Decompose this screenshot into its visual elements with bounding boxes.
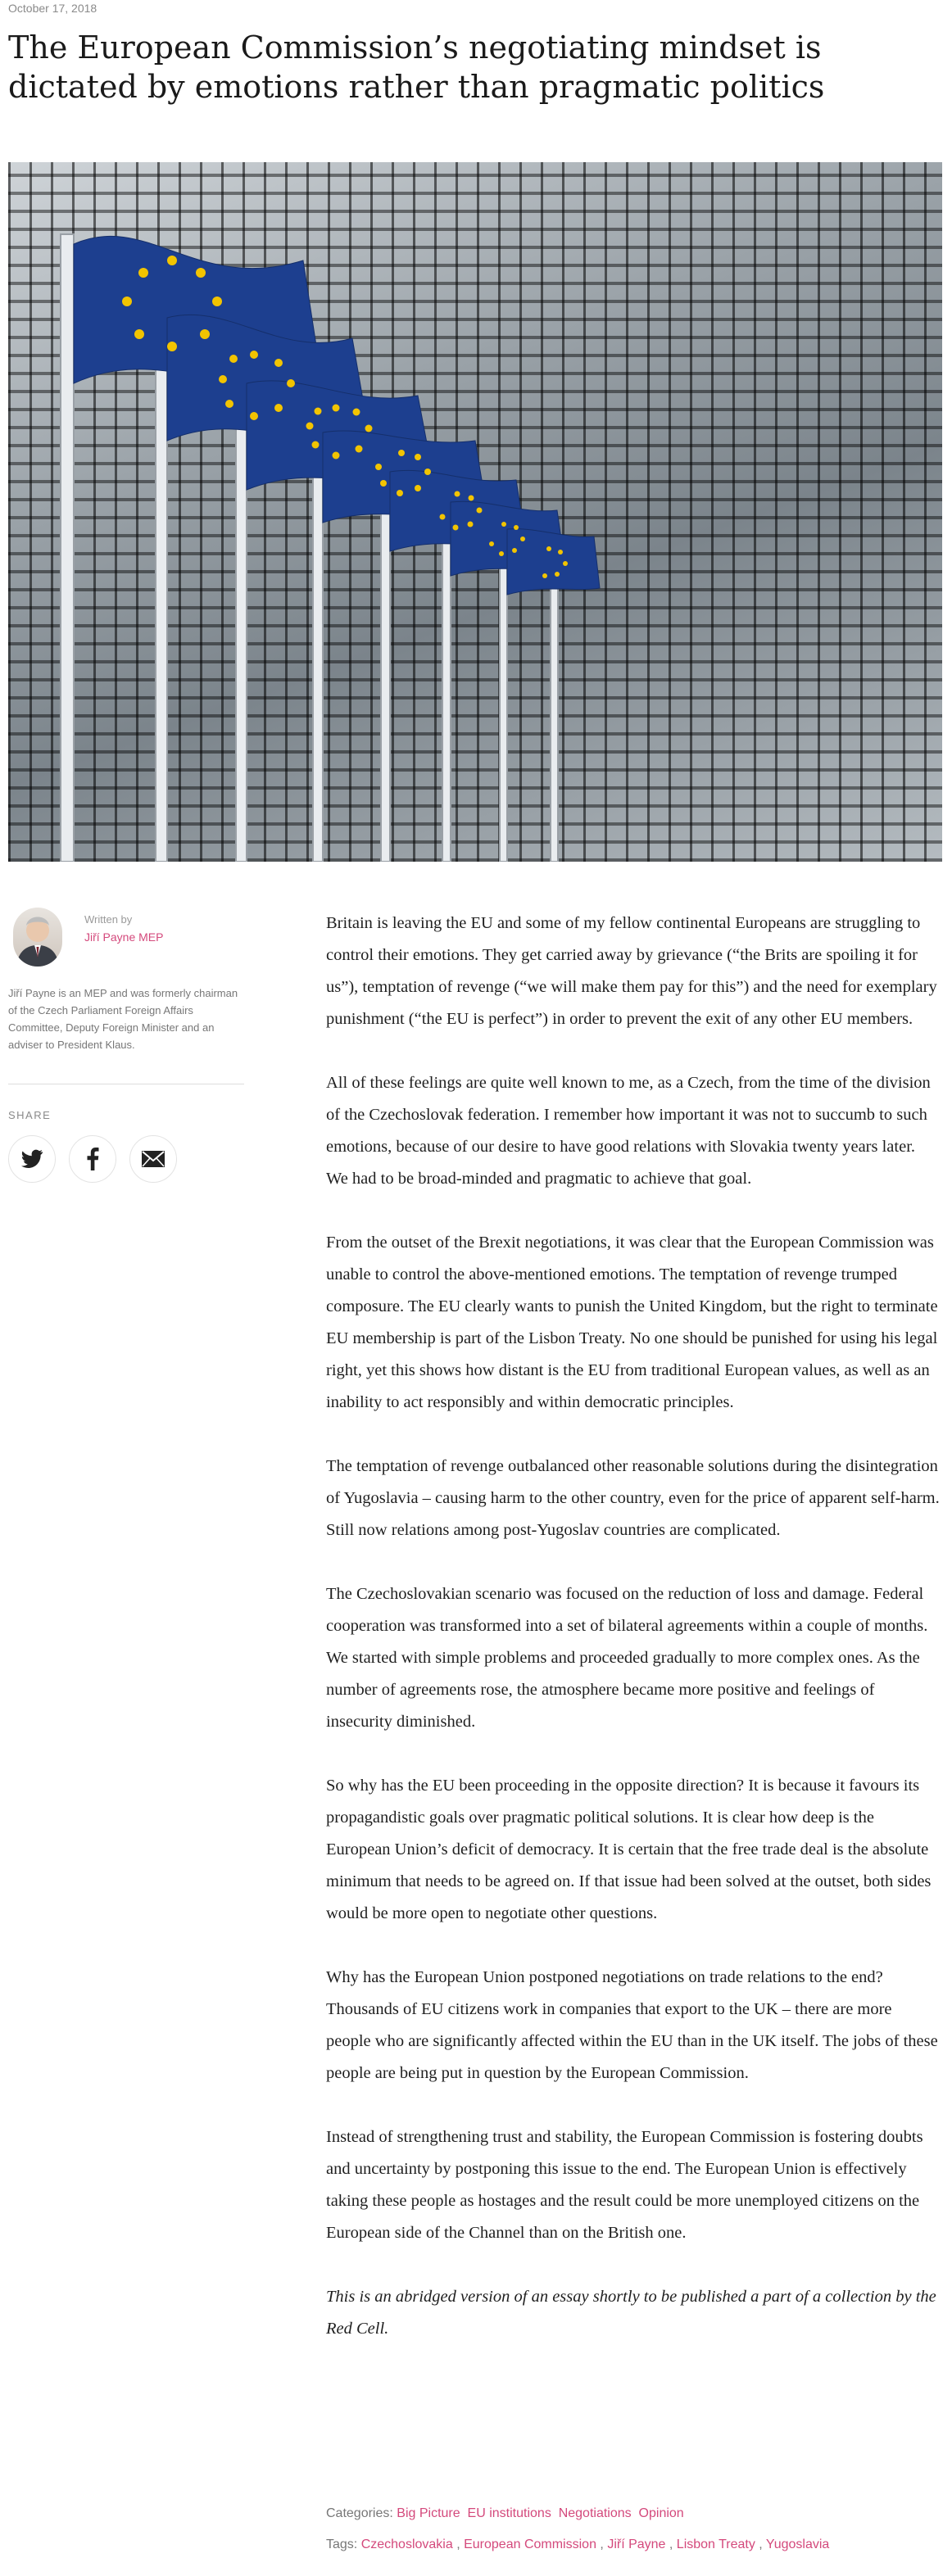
page-title: The European Commission’s negotiating mindset is dictated by emotions rather than pragmatic politics [8,29,825,105]
twitter-icon [20,1149,43,1169]
category-link[interactable]: Negotiations [558,2506,632,2520]
category-link[interactable]: Big Picture [397,2506,460,2520]
category-link[interactable]: Opinion [638,2506,684,2520]
categories-row [326,2506,949,2521]
tag-link[interactable]: Jiří Payne [607,2538,666,2551]
author-portrait-icon [13,908,62,967]
article-paragraph: Instead of strengthening trust and stability, the European Commission is fostering doubts and uncertainty by postponing this issue to the end. The European Union is effectively taking these people as hostages and the result could be more unemployed citizens on the European side of the Channel than on the British one. [326,2128,923,2242]
author-bio: Jiří Payne is an MEP and was formerly chairman of the Czech Parliament Foreign Affairs Committee, Deputy Foreign Minister and an adviser to President Klaus. [8,987,238,1051]
written-by-label: Written by [84,913,133,926]
article-body [326,908,941,2377]
author-name-link[interactable]: Jiří Payne MEP [84,930,164,944]
hero-image [8,162,942,862]
mail-icon [141,1150,165,1168]
categories-label: Categories: [326,2506,393,2520]
article-paragraph: Britain is leaving the EU and some of my fellow continental Europeans are struggling to control their emotions. They get carried away by grievance (“the Brits are spoiling it for us”), temptation of revenge (“we will make them pay for this”) and the need for exemplary punishment (“the EU is perfect”) in order to prevent the exit of any other EU members. [326,914,937,1028]
share-twitter-button[interactable] [8,1135,56,1183]
article-paragraph: So why has the EU been proceeding in the opposite direction? It is because it favours its propagandistic goals over pragmatic political solutions. It is clear how deep is the European Union’s deficit of democracy. It is certain that the free trade deal is the absolute minimum that needs to be agreed on. If that issue had been solved at the outset, both sides would be more open to negotiate other questions. [326,1777,932,1922]
tag-link[interactable]: Lisbon Treaty [676,2538,755,2551]
share-label: SHARE [8,1109,52,1121]
article-paragraph: From the outset of the Brexit negotiations, it was clear that the European Commission was unable to control the above-mentioned emotions. The temptation of revenge trumped composure. The EU clearly wants to punish the United Kingdom, but the right to terminate EU membership is part of the Lisbon Treaty. No one should be punished for using his legal right, yet this shows how distant is the EU from traditional European values, as well as an inability to act responsibly and within democratic principles. [326,1234,938,1411]
article-paragraph: The temptation of revenge outbalanced other reasonable solutions during the disintegration of Yugoslavia – causing harm to the other country, even for the price of apparent self-harm. Still now relations among post-Yugoslav countries are complicated. [326,1457,940,1539]
share-facebook-button[interactable] [69,1135,116,1183]
share-email-button[interactable] [129,1135,177,1183]
tags-row: Tags: Czechoslovakia , European Commission , Jiří Payne , Lisbon Treaty , Yugoslavia [326,2538,830,2551]
tag-link[interactable]: Yugoslavia [765,2538,830,2551]
category-link[interactable]: EU institutions [467,2506,551,2520]
article-paragraph: Why has the European Union postponed negotiations on trade relations to the end? Thousands of EU citizens work in companies that export to the UK – there are more people who are significantly affected within the EU than in the UK itself. The jobs of these people are being put in question by the European Commission. [326,1968,938,2082]
facebook-icon [86,1148,99,1170]
eu-flags-illustration [8,162,942,862]
author-avatar [13,908,62,967]
tag-link[interactable]: European Commission [464,2538,596,2551]
tags-label: Tags: [326,2538,358,2551]
tag-link[interactable]: Czechoslovakia [360,2538,453,2551]
article-paragraph: The Czechoslovakian scenario was focused on the reduction of loss and damage. Federal cooperation was transformed into a set of bilateral agreements within a couple of months. We started with simple problems and proceeded gradually to more complex ones. As the number of agreements rose, the atmosphere became more positive and feelings of insecurity diminished. [326,1585,928,1731]
post-date: October 17, 2018 [8,2,97,15]
closing-note: This is an abridged version of an essay shortly to be published a part of a collection by the Red Cell. [326,2288,936,2338]
article-paragraph: All of these feelings are quite well known to me, as a Czech, from the time of the division of the Czechoslovak federation. I remember how important it was not to succumb to such emotions, because of our desire to have good relations with Slovakia twenty years later. We had to be broad-minded and pragmatic to achieve that goal. [326,1074,931,1188]
